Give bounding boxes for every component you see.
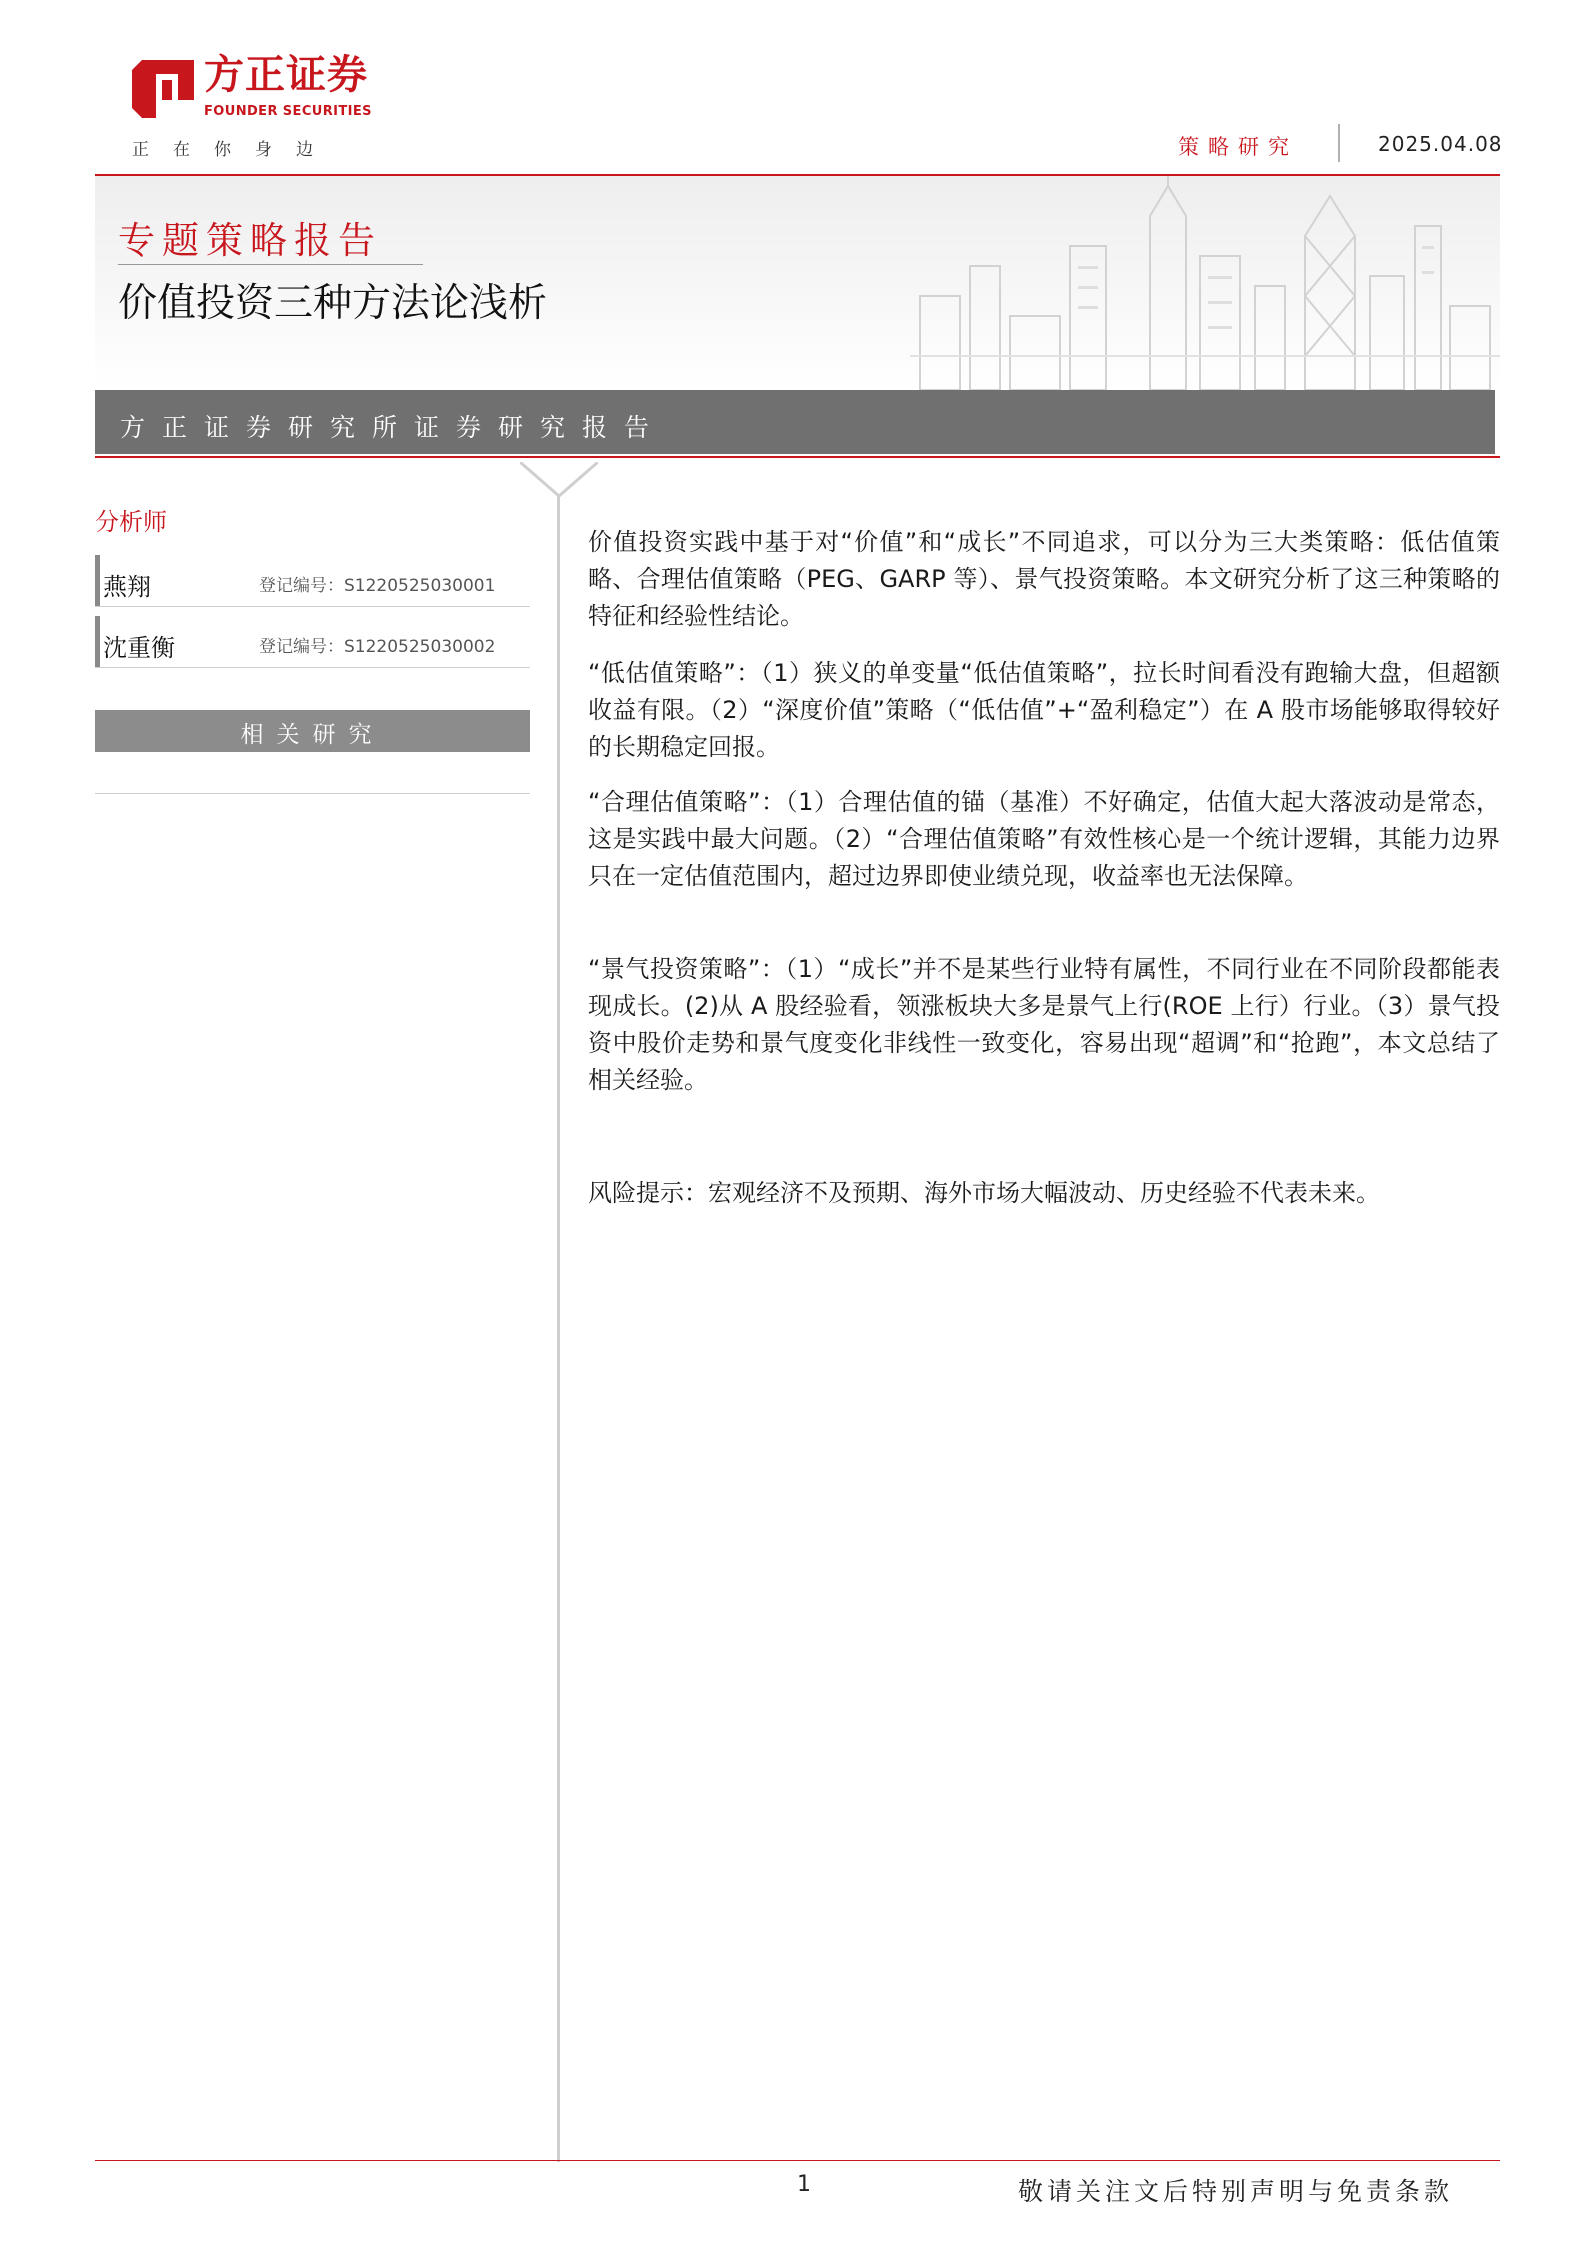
footer-rule xyxy=(95,2160,1500,2161)
analyst-registration: 登记编号：S1220525030002 xyxy=(259,637,496,657)
low-valuation-paragraph: “低估值策略”：（1）狭义的单变量“低估值策略”，拉长时间看没有跑输大盘，但超额收益有限。（2）“深度价值”策略（“低估值”+“盈利稳定”）在 A 股市场能够取得较好的长期稳定回报。 xyxy=(588,659,1500,761)
report-date: 2025.04.08 xyxy=(1378,132,1503,156)
analyst-name: 燕翔 xyxy=(103,573,151,601)
institute-label: 方正证券研究所证券研究报告 xyxy=(120,413,667,442)
report-title: 价值投资三种方法论浅析 xyxy=(118,281,548,326)
analyst-row xyxy=(95,616,530,668)
report-category: 策略研究 xyxy=(1178,135,1298,159)
report-type-label: 专题策略报告 xyxy=(118,219,382,262)
row-divider xyxy=(95,606,530,607)
brand-name-english: FOUNDER SECURITIES xyxy=(204,104,372,119)
analyst-registration: 登记编号：S1220525030001 xyxy=(259,576,496,596)
founder-logo-icon xyxy=(132,60,194,118)
row-divider xyxy=(95,667,530,668)
analyst-row xyxy=(95,555,530,607)
divider-notch-icon xyxy=(520,462,598,498)
disclaimer-note: 敬请关注文后特别声明与免责条款 xyxy=(1018,2177,1454,2206)
institute-rule xyxy=(95,456,1500,458)
header-divider xyxy=(1338,124,1340,162)
report-type-underline xyxy=(118,264,423,265)
summary-paragraph: 价值投资实践中基于对“价值”和“成长”不同追求，可以分为三大类策略：低估值策略、合理估值策略（PEG、GARP 等）、景气投资策略。本文研究分析了这三种策略的特征和经验性结论。 xyxy=(588,528,1500,630)
analyst-name: 沈重衡 xyxy=(103,634,175,662)
related-research-label: 相关研究 xyxy=(240,722,385,748)
column-divider xyxy=(557,462,560,2162)
analyst-section-label: 分析师 xyxy=(95,508,167,536)
analyst-marker xyxy=(95,555,100,607)
related-research-rule xyxy=(95,793,530,794)
growth-investing-paragraph: “景气投资策略”：（1）“成长”并不是某些行业特有属性，不同行业在不同阶段都能表现成长。(2)从 A 股经验看，领涨板块大多是景气上行(ROE 上行）行业。（3）景气投资中股价走势和景气度变化非线性一致变化，容易出现“超调”和“抢跑”，本文总结了相关经验。 xyxy=(588,955,1500,1094)
city-skyline-illustration xyxy=(910,176,1500,390)
analyst-marker xyxy=(95,616,100,668)
brand-slogan: 正在你身边 xyxy=(132,140,337,160)
brand-name: 方正证券 xyxy=(204,52,368,98)
fair-valuation-paragraph: “合理估值策略”：（1）合理估值的锚（基准）不好确定，估值大起大落波动是常态，这是实践中最大问题。（2）“合理估值策略”有效性核心是一个统计逻辑，其能力边界只在一定估值范围内，超过边界即使业绩兑现，收益率也无法保障。 xyxy=(588,788,1500,890)
page-number: 1 xyxy=(797,2172,811,2197)
risk-warning: 风险提示：宏观经济不及预期、海外市场大幅波动、历史经验不代表未来。 xyxy=(588,1179,1380,1207)
